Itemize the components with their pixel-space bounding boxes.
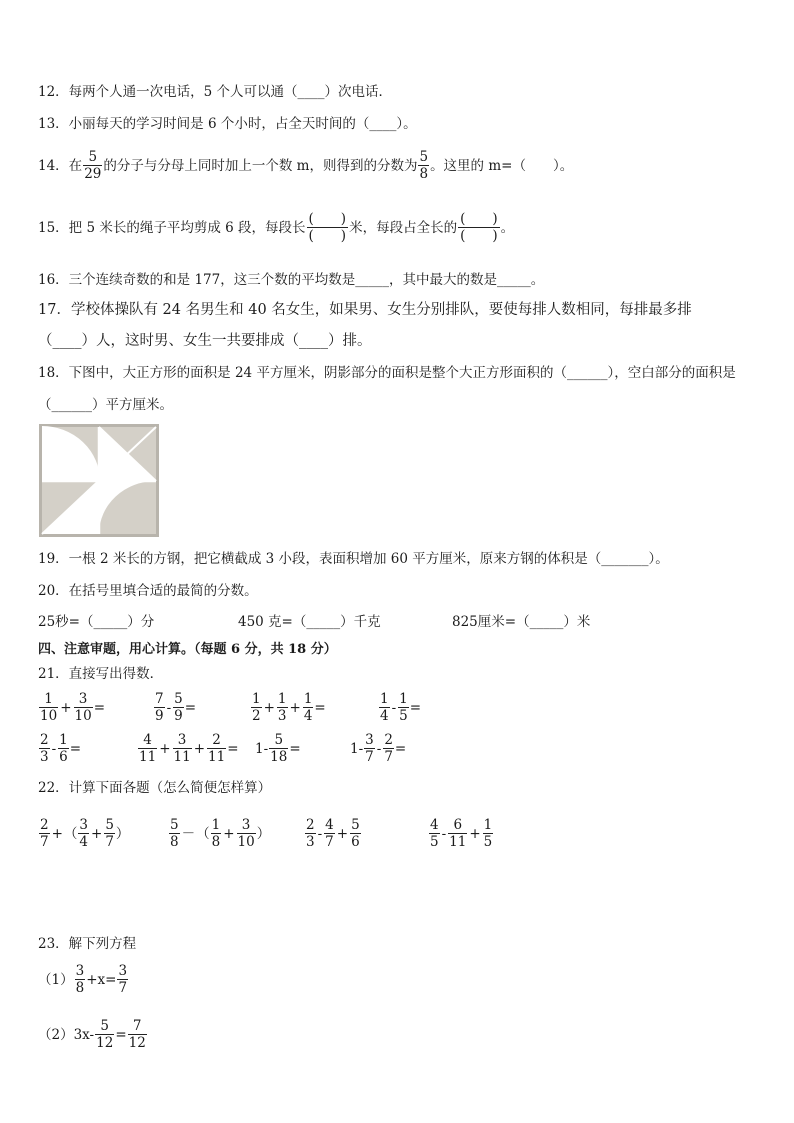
q21-expr-1: $\frac{1}{10}$ + $\frac{3}{10}$ =	[40, 691, 105, 725]
fraction: $\frac{5}{29}$	[84, 149, 102, 183]
question-16: 16．三个连续奇数的和是 177，这三个数的平均数是_____，其中最大的数是_____。	[38, 272, 545, 288]
square-shading-figure	[39, 424, 159, 537]
fraction: $\frac{5}{8}$	[419, 149, 429, 183]
q21-expr-6: $\frac{4}{11}$ + $\frac{3}{11}$ + $\frac{2}{11}$ =	[139, 732, 239, 766]
q21-expr-7: 1- $\frac{5}{18}$ =	[255, 732, 301, 766]
question-20-title: 20．在括号里填合适的最简的分数。	[38, 583, 258, 599]
question-23-title: 23．解下列方程	[38, 936, 137, 952]
q21-expr-4: $\frac{1}{4}$ - $\frac{1}{5}$ =	[380, 691, 422, 725]
q22-expr-3: $\frac{2}{3}$ - $\frac{4}{7}$ + $\frac{5}{6}$	[306, 817, 360, 851]
question-22-title: 22．计算下面各题（怎么简便怎样算）	[38, 780, 272, 796]
q14-middle: 的分子与分母上同时加上一个数 m，则得到的分数为	[103, 157, 418, 174]
q21-expr-5: $\frac{2}{3}$ - $\frac{1}{6}$ =	[40, 732, 82, 766]
question-14	[38, 150, 573, 181]
q22-expr-4: $\frac{4}{5}$ - $\frac{6}{11}$ + $\frac{1}{5}$	[430, 817, 493, 851]
q22-expr-2: $\frac{5}{8}$ － （ $\frac{1}{8}$ + $\frac{3}{10}$ ）	[170, 817, 271, 851]
q23-equation-2: （2） 3x- $\frac{5}{12}$ = $\frac{7}{12}$	[38, 1018, 146, 1052]
question-13: 13．小丽每天的学习时间是 6 个小时，占全天时间的（____）。	[38, 116, 417, 132]
question-17-line1: 17．学校体操队有 24 名男生和 40 名女生，如果男、女生分别排队，要使每排人数相同，每排最多排	[38, 302, 692, 318]
q22-expr-1: $\frac{2}{7}$ + （ $\frac{3}{4}$ + $\frac{5}{7}$ ）	[40, 817, 130, 851]
section-heading: 四、注意审题，用心计算。（每题 6 分，共 18 分）	[38, 642, 337, 657]
q23-equation-1: （1） $\frac{3}{8}$ +x= $\frac{3}{7}$	[38, 963, 128, 997]
question-21-title: 21．直接写出得数．	[38, 666, 164, 682]
blank-fraction[interactable]: $\frac{( )}{( )}$	[308, 211, 347, 245]
question-18-line2: （______）平方厘米。	[38, 397, 173, 413]
q21-expr-2: $\frac{7}{9}$ - $\frac{5}{9}$ =	[155, 691, 197, 725]
q21-expr-3: $\frac{1}{2}$ + $\frac{1}{3}$ + $\frac{1}{4}$ =	[252, 691, 326, 725]
question-17-line2: （____）人，这时男、女生一共要排成（____）排。	[38, 333, 372, 349]
question-20-b: 450 克=（_____）千克	[238, 614, 381, 630]
question-15	[38, 212, 514, 243]
question-19: 19．一根 2 米长的方钢，把它横截成 3 小段，表面积增加 60 平方厘米，原来方钢的体积是（_______）。	[38, 551, 669, 567]
q15-middle: 米，每段占全长的	[349, 219, 458, 236]
question-20-a: 25秒=（_____）分	[38, 614, 155, 630]
q15-prefix: 15．把 5 米长的绳子平均剪成 6 段，每段长	[38, 219, 306, 236]
q14-prefix: 14．在	[38, 157, 83, 174]
question-12: 12．每两个人通一次电话，5 个人可以通（____）次电话．	[38, 84, 393, 100]
q21-expr-8: 1- $\frac{3}{7}$ - $\frac{2}{7}$ =	[350, 732, 407, 766]
blank-fraction[interactable]: $\frac{( )}{( )}$	[460, 211, 498, 245]
q14-suffix: 。这里的 m=（ ）。	[430, 157, 574, 174]
question-20-c: 825厘米=（_____）米	[452, 614, 591, 630]
question-18-line1: 18．下图中，大正方形的面积是 24 平方厘米，阴影部分的面积是整个大正方形面积的（______），空白部分的面积是	[38, 365, 736, 381]
q15-suffix: 。	[500, 219, 515, 236]
